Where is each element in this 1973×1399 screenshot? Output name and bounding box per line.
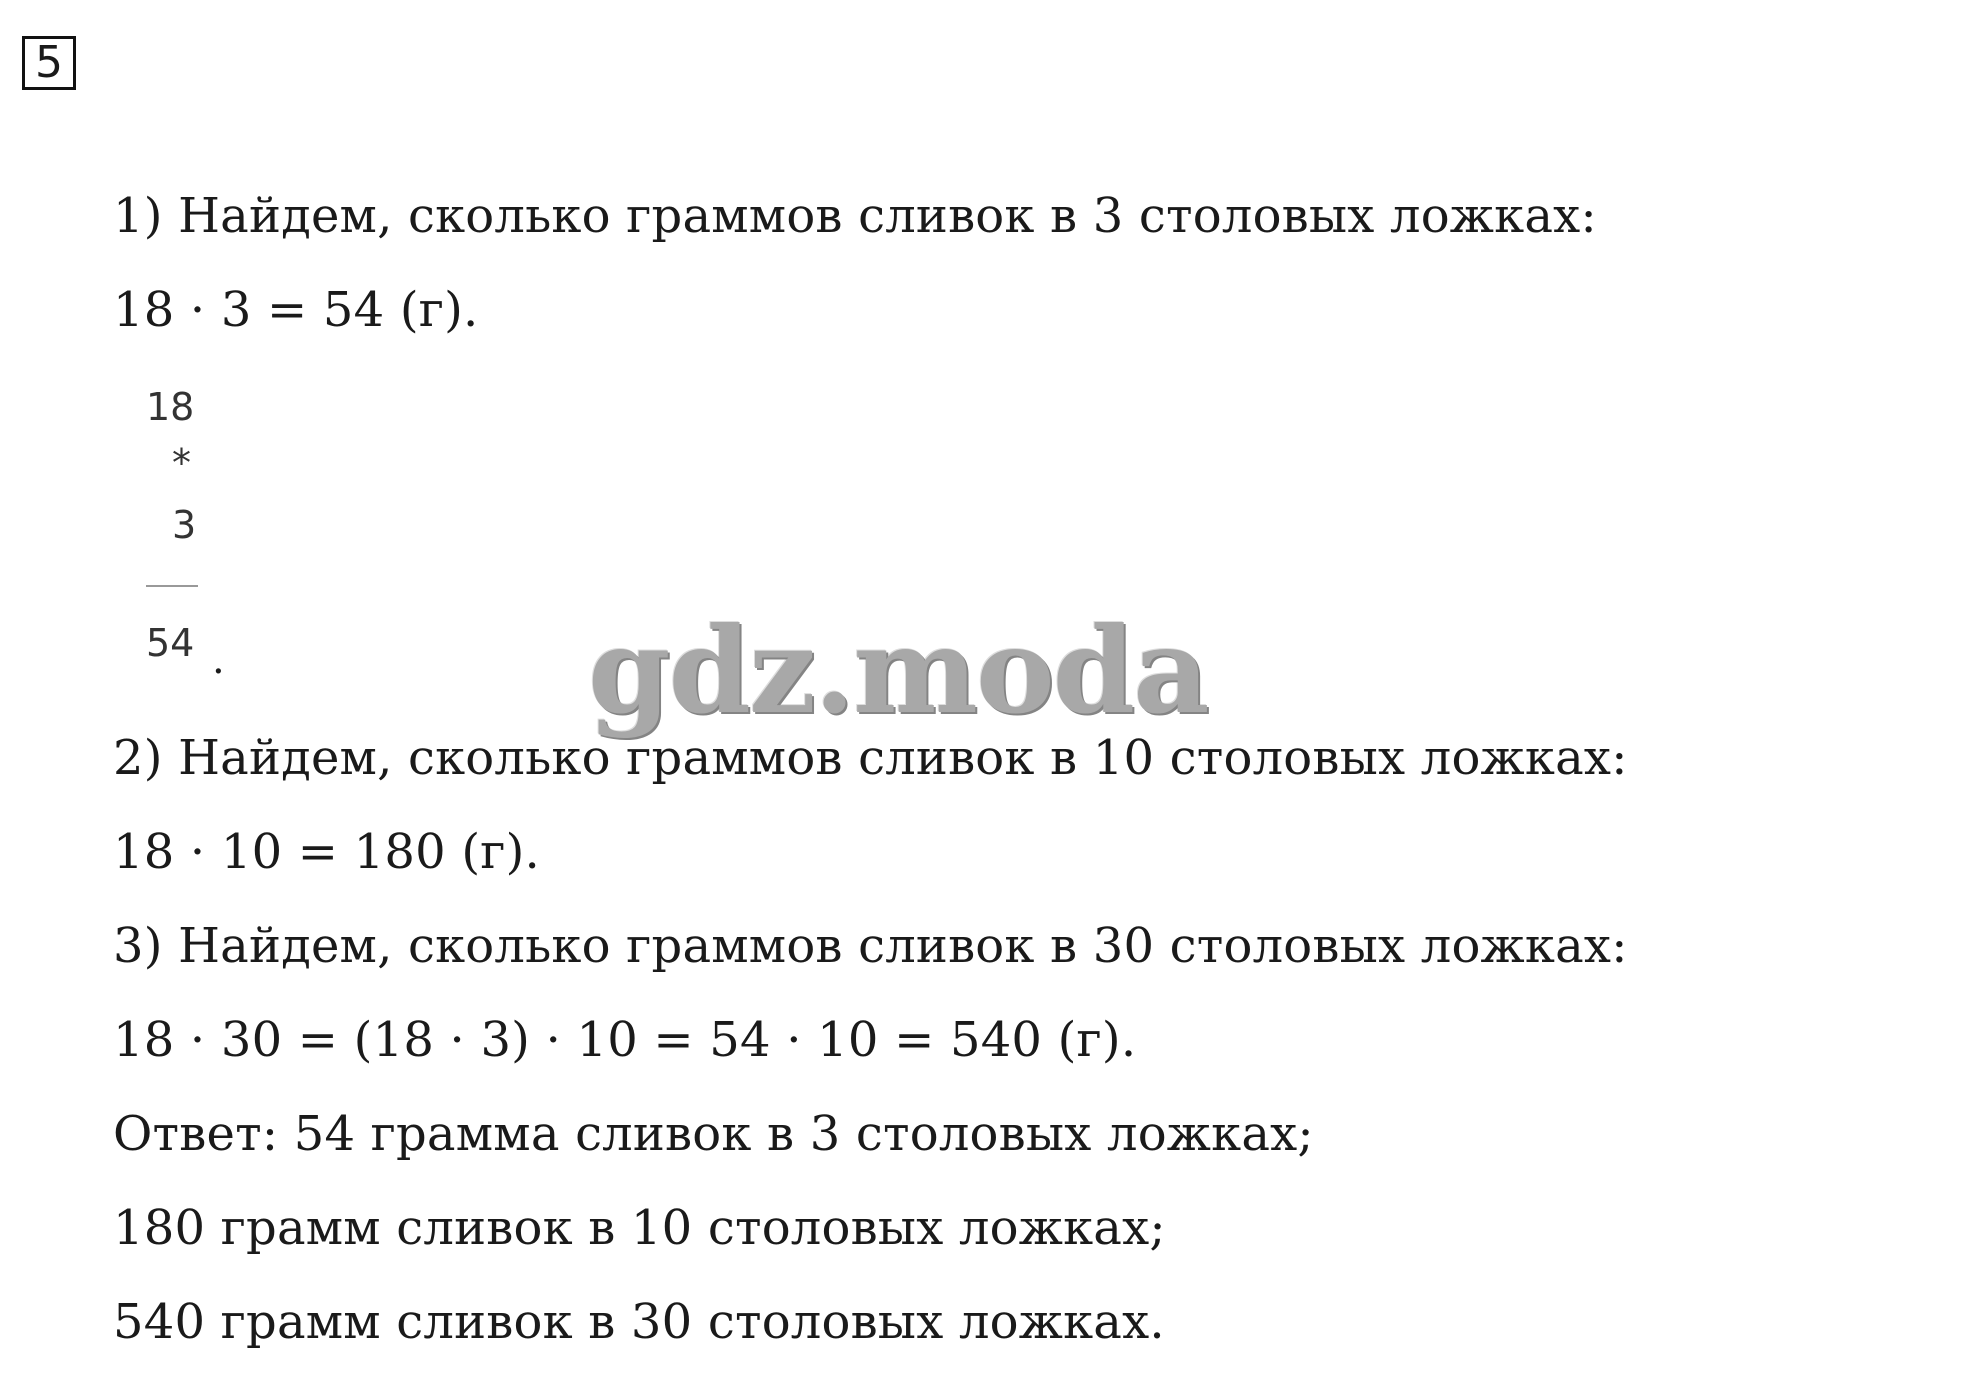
trailing-dot: .	[212, 637, 225, 683]
multiplier: 3	[172, 503, 197, 547]
result-rule	[146, 585, 198, 587]
answer-line-3: 540 грамм сливок в 30 столовых ложках.	[113, 1294, 1165, 1350]
step-3-formula: 18 · 30 = (18 · 3) · 10 = 54 · 10 = 540 (г).	[113, 1012, 1137, 1068]
step-3-text: 3) Найдем, сколько граммов сливок в 30 столовых ложках:	[113, 918, 1628, 974]
step-2-text: 2) Найдем, сколько граммов сливок в 10 столовых ложках:	[113, 730, 1628, 786]
product: 54	[146, 621, 195, 665]
step-1-text: 1) Найдем, сколько граммов сливок в 3 столовых ложках:	[113, 188, 1597, 244]
answer-line-1: Ответ: 54 грамма сливок в 3 столовых ложках;	[113, 1106, 1314, 1162]
multiplicand: 18	[146, 385, 195, 429]
task-number-badge: 5	[22, 36, 76, 90]
step-1-formula: 18 · 3 = 54 (г).	[113, 282, 479, 338]
operator-sign: *	[172, 441, 191, 485]
answer-line-2: 180 грамм сливок в 10 столовых ложках;	[113, 1200, 1166, 1256]
step-2-formula: 18 · 10 = 180 (г).	[113, 824, 540, 880]
watermark: gdz.moda	[588, 601, 1208, 740]
